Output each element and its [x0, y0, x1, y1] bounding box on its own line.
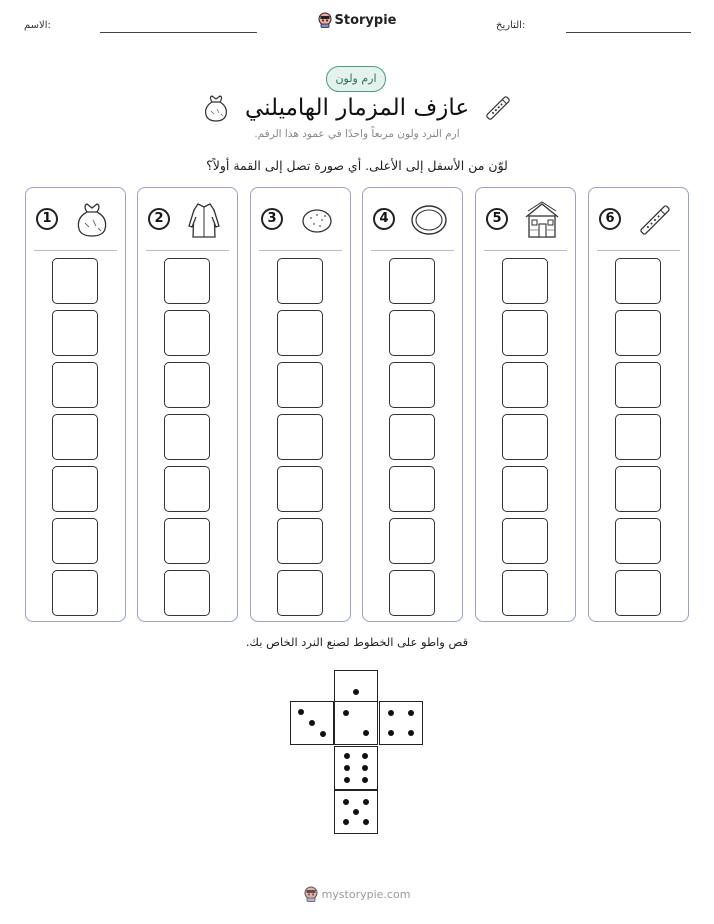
die-face	[334, 790, 378, 834]
column-number: 4	[373, 208, 395, 230]
column-divider	[371, 250, 454, 251]
column-header	[26, 200, 125, 240]
die-pip	[363, 799, 369, 805]
die-pip	[309, 720, 315, 726]
die-column	[475, 187, 576, 622]
die-column	[25, 187, 126, 622]
column-divider	[146, 250, 229, 251]
flute-icon	[483, 93, 513, 123]
color-square[interactable]	[502, 362, 548, 408]
color-square[interactable]	[389, 310, 435, 356]
sack-icon	[72, 200, 112, 240]
column-header	[138, 200, 237, 240]
page-title-row	[0, 93, 714, 129]
die-pip	[388, 710, 394, 716]
column-header	[589, 200, 688, 240]
die-pip	[362, 765, 368, 771]
color-square[interactable]	[615, 570, 661, 616]
storypie-mascot-icon	[304, 886, 318, 902]
date-line[interactable]	[566, 32, 691, 33]
die-pip	[320, 731, 326, 737]
die-pip	[363, 730, 369, 736]
die-column	[250, 187, 351, 622]
die-pip	[344, 753, 350, 759]
color-square[interactable]	[615, 414, 661, 460]
color-square[interactable]	[502, 518, 548, 564]
color-square[interactable]	[389, 570, 435, 616]
house-icon	[522, 200, 562, 240]
die-pip	[388, 730, 394, 736]
color-square[interactable]	[164, 414, 210, 460]
color-square[interactable]	[52, 362, 98, 408]
die-column	[137, 187, 238, 622]
die-pip	[298, 709, 304, 715]
color-square[interactable]	[502, 310, 548, 356]
color-square[interactable]	[277, 466, 323, 512]
column-divider	[597, 250, 680, 251]
color-square[interactable]	[277, 414, 323, 460]
footer	[0, 886, 714, 905]
page-title: عازف المزمار الهاميلني	[244, 95, 470, 121]
instruction: لوّن من الأسفل إلى الأعلى. أي صورة تصل إلى القمة أولاً؟	[206, 158, 508, 173]
die-column	[362, 187, 463, 622]
cut-instruction: قص واطو على الخطوط لصنع النرد الخاص بك.	[245, 635, 469, 649]
robe-icon	[184, 200, 224, 240]
column-number: 5	[486, 208, 508, 230]
column-divider	[484, 250, 567, 251]
color-square[interactable]	[164, 518, 210, 564]
die-pip	[343, 799, 349, 805]
die-pip	[344, 765, 350, 771]
die-pip	[362, 777, 368, 783]
name-label: الاسم:	[24, 20, 51, 31]
color-square[interactable]	[277, 570, 323, 616]
color-square[interactable]	[389, 414, 435, 460]
column-header	[251, 200, 350, 240]
logo	[0, 12, 714, 32]
color-square[interactable]	[164, 466, 210, 512]
column-divider	[34, 250, 117, 251]
footer-url: mystorypie.com	[321, 887, 411, 901]
die-pip	[353, 809, 359, 815]
color-square[interactable]	[52, 466, 98, 512]
brand-name: Storypie	[334, 12, 397, 28]
color-square[interactable]	[502, 414, 548, 460]
color-square[interactable]	[52, 518, 98, 564]
die-pip	[362, 753, 368, 759]
die-pip	[408, 730, 414, 736]
color-square[interactable]	[164, 570, 210, 616]
color-square[interactable]	[277, 258, 323, 304]
die-face	[334, 701, 378, 745]
column-number: 2	[148, 208, 170, 230]
color-square[interactable]	[389, 518, 435, 564]
color-square[interactable]	[277, 518, 323, 564]
color-square[interactable]	[502, 570, 548, 616]
subtitle: ارم النرد ولون مربعاً واحدًا في عمود هذا الرقم.	[254, 128, 460, 140]
die-pip	[363, 819, 369, 825]
color-square[interactable]	[52, 310, 98, 356]
activity-badge: ارم ولون	[326, 66, 386, 92]
sack-icon	[201, 93, 231, 123]
color-square[interactable]	[389, 258, 435, 304]
column-header	[476, 200, 575, 240]
color-square[interactable]	[389, 362, 435, 408]
color-square[interactable]	[52, 414, 98, 460]
color-square[interactable]	[389, 466, 435, 512]
storypie-mascot-icon	[318, 12, 332, 28]
bread-icon	[297, 200, 337, 240]
color-square[interactable]	[277, 310, 323, 356]
die-face	[379, 701, 423, 745]
color-square[interactable]	[277, 362, 323, 408]
flute-icon	[635, 200, 675, 240]
color-square[interactable]	[502, 258, 548, 304]
color-square[interactable]	[164, 310, 210, 356]
color-square[interactable]	[52, 258, 98, 304]
color-square[interactable]	[615, 310, 661, 356]
color-square[interactable]	[615, 466, 661, 512]
date-label: التاريخ:	[496, 20, 526, 31]
column-number: 3	[261, 208, 283, 230]
die-column	[588, 187, 689, 622]
die-pip	[344, 777, 350, 783]
column-number: 1	[36, 208, 58, 230]
die-pip	[343, 710, 349, 716]
die-pip	[408, 710, 414, 716]
color-square[interactable]	[164, 362, 210, 408]
name-line[interactable]	[100, 32, 257, 33]
column-header	[363, 200, 462, 240]
color-square[interactable]	[615, 362, 661, 408]
color-square[interactable]	[52, 570, 98, 616]
die-face	[334, 746, 378, 790]
die-pip	[343, 819, 349, 825]
column-number: 6	[599, 208, 621, 230]
color-square[interactable]	[615, 518, 661, 564]
color-square[interactable]	[502, 466, 548, 512]
color-square[interactable]	[164, 258, 210, 304]
plate-icon	[409, 200, 449, 240]
column-divider	[259, 250, 342, 251]
die-face	[290, 701, 334, 745]
color-square[interactable]	[615, 258, 661, 304]
die-pip	[353, 689, 359, 695]
